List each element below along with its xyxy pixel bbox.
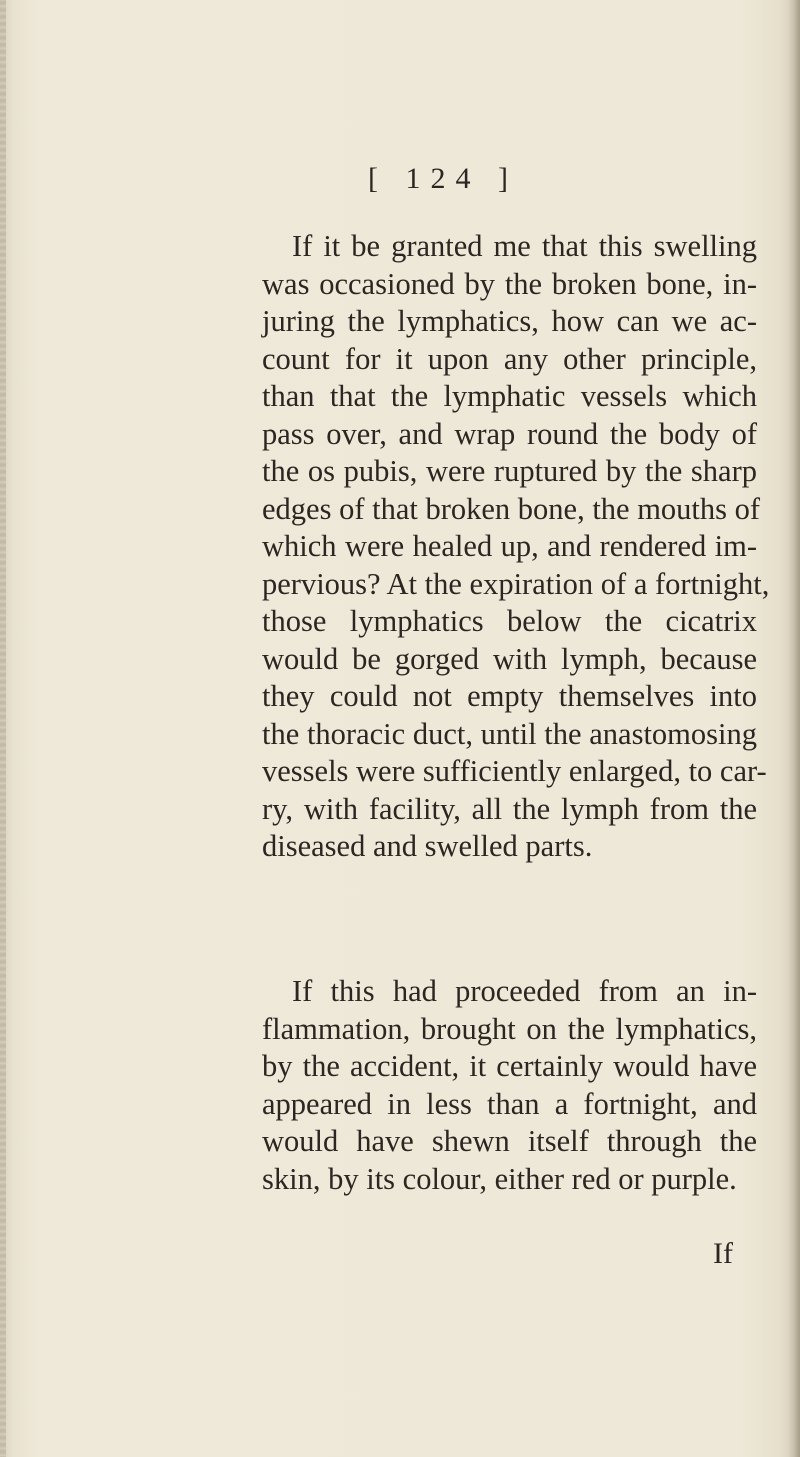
text-line: by the accident, it certainly would have	[262, 1049, 757, 1083]
text-line: they could not empty themselves into	[262, 679, 757, 713]
text-line: would be gorged with lymph, because	[262, 641, 757, 676]
text-line: the thoracic duct, until the anastomosing	[262, 716, 757, 751]
text-line: count for it upon any other principle,	[262, 341, 757, 376]
text-line: ry, with facility, all the lymph from the	[262, 791, 757, 826]
catchword: If	[713, 1237, 733, 1270]
text-line: would have shewn itself through the	[262, 1124, 757, 1158]
text-line: appeared in less than a fortnight, and	[262, 1086, 757, 1121]
text-line: was occasioned by the broken bone, in-	[262, 266, 757, 301]
text-line: diseased and swelled parts.	[262, 829, 593, 863]
text-line: pervious? At the expiration of a fortnight,	[262, 566, 770, 601]
page-right-edge	[788, 0, 800, 1457]
page-left-edge	[0, 0, 6, 1457]
paragraph-2	[262, 973, 757, 1198]
text-line: juring the lymphatics, how can we ac-	[262, 304, 757, 338]
text-line: skin, by its colour, either red or purple.	[262, 1161, 737, 1196]
text-line: If it be granted me that this swelling	[292, 229, 757, 263]
text-line: pass over, and wrap round the body of	[262, 416, 757, 451]
text-line: flammation, brought on the lymphatics,	[262, 1011, 757, 1046]
text-line: vessels were sufficiently enlarged, to car-	[262, 754, 767, 788]
page-number-header: [ 124 ]	[368, 162, 518, 195]
text-line: which were healed up, and rendered im-	[262, 529, 757, 563]
text-line: than that the lymphatic vessels which	[262, 379, 757, 413]
paragraph-1	[262, 228, 770, 866]
text-line: edges of that broken bone, the mouths of	[262, 491, 761, 526]
text-line: If this had proceeded from an in-	[292, 974, 757, 1008]
text-line: those lymphatics below the cicatrix	[262, 604, 757, 638]
text-line: the os pubis, were ruptured by the sharp	[262, 454, 757, 488]
